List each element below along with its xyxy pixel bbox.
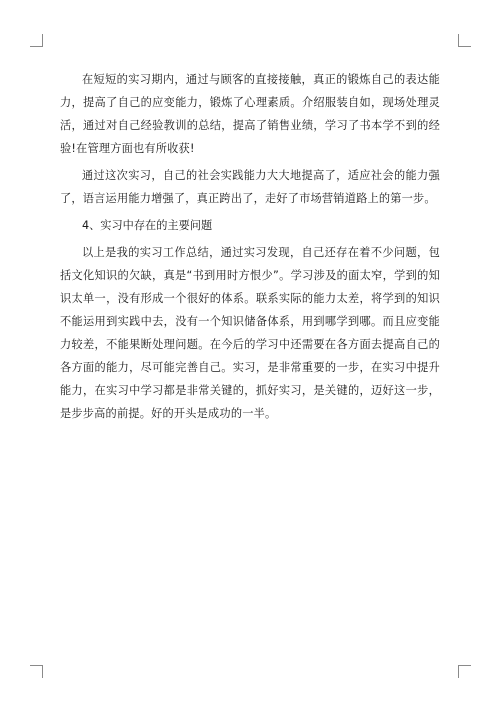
paragraph-summary-problems: 以上是我的实习工作总结，通过实习发现，自己还存在着不少问题，包括文化知识的欠缺，真是“书到用时方恨少”。学习涉及的面太窄，学到的知识太单一，没有形成一个很好的体系。联系实际的能力太差，将学到的知识不能运用到实践中去，没有一个知识储备体系，用到哪学到哪。而且应变能力较差，不能果断处理问题。在今后的学习中还需要在各方面去提高自己的各方面的能力，尽可能完善自己。实习，是非常重要的一步，在实习中提升能力，在实习中学习都是非常关键的，抓好实习，是关键的，迈好这一步，是步步高的前提。好的开头是成功的一半。 xyxy=(60,246,440,420)
crop-mark-bottom-right xyxy=(458,665,471,678)
crop-mark-top-left xyxy=(30,34,43,47)
document-body xyxy=(60,68,440,429)
section-heading-main-problems: 4、实习中存在的主要问题 xyxy=(82,219,213,232)
crop-mark-top-right xyxy=(458,34,471,47)
paragraph-internship-gains: 在短短的实习期内，通过与顾客的直接接触，真正的锻炼自己的表达能力，提高了自己的应变能力，锻炼了心理素质。介绍服装自如，现场处理灵活，通过对自己经验教训的总结，提高了销售业绩，学习了书本学不到的经验!在管理方面也有所收获! xyxy=(60,73,440,155)
paragraph-social-practice: 通过这次实习，自己的社会实践能力大大地提高了，适应社会的能力强了，语言运用能力增强了，真正跨出了，走好了市场营销道路上的第一步。 xyxy=(60,169,440,205)
crop-mark-bottom-left xyxy=(30,665,43,678)
